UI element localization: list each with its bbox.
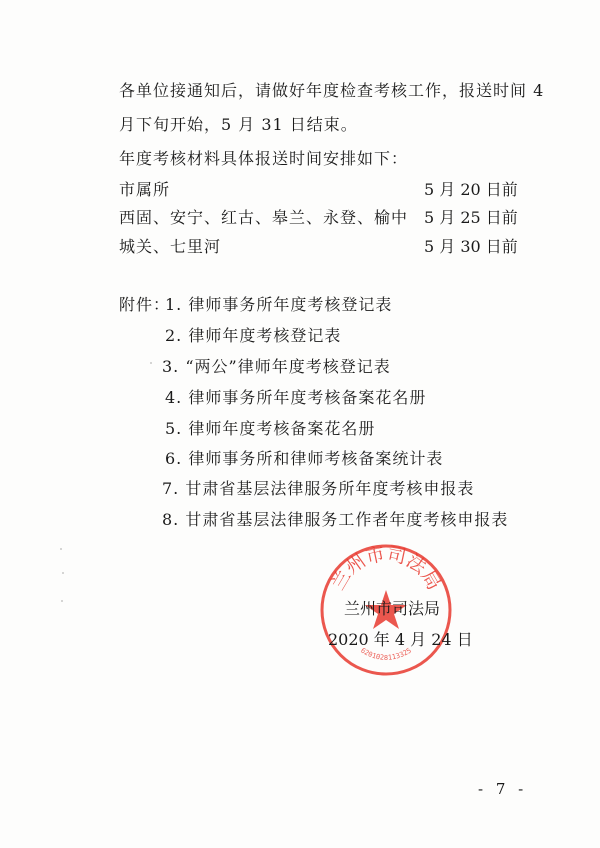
attachment-item: 3. “两公”律师年度考核登记表 [162, 357, 391, 376]
attachment-item: 7. 甘肃省基层法律服务所年度考核申报表 [162, 479, 475, 498]
schedule-units: 市属所 [119, 180, 171, 199]
paragraph-1-line-2: 月下旬开始，5 月 31 日结束。 [119, 115, 358, 134]
seal-arc-text: 兰州市司法局 [326, 542, 446, 594]
schedule-date: 5 月 25 日前 [424, 208, 518, 227]
paragraph-1-line-1: 各单位接通知后，请做好年度检查考核工作，报送时间 4 [119, 81, 545, 100]
attachment-item: 1. 律师事务所年度考核登记表 [165, 295, 393, 314]
scan-speck [60, 548, 62, 550]
paragraph-2: 年度考核材料具体报送时间安排如下： [119, 149, 409, 168]
schedule-date: 5 月 20 日前 [424, 180, 518, 199]
schedule-units: 西固、安宁、红古、皋兰、永登、榆中 [119, 208, 409, 227]
attachment-item: 4. 律师事务所年度考核备案花名册 [165, 388, 427, 407]
seal-number: 6201028113325 [359, 646, 413, 662]
schedule-units: 城关、七里河 [119, 237, 222, 256]
page-number: - 7 - [478, 780, 528, 798]
attachment-item: 6. 律师事务所和律师考核备案统计表 [165, 449, 444, 468]
attachment-item: 2. 律师年度考核登记表 [165, 326, 342, 345]
issue-date: 2020 年 4 月 24 日 [328, 630, 473, 649]
scan-speck [61, 600, 63, 602]
schedule-date: 5 月 30 日前 [424, 237, 518, 256]
attachment-item: 5. 律师年度考核备案花名册 [165, 419, 376, 438]
attachment-label: 附件： [119, 295, 171, 314]
scan-speck [150, 362, 152, 364]
scan-speck [62, 572, 64, 574]
issuer-org: 兰州市司法局 [344, 599, 441, 618]
attachment-item: 8. 甘肃省基层法律服务工作者年度考核申报表 [162, 510, 509, 529]
